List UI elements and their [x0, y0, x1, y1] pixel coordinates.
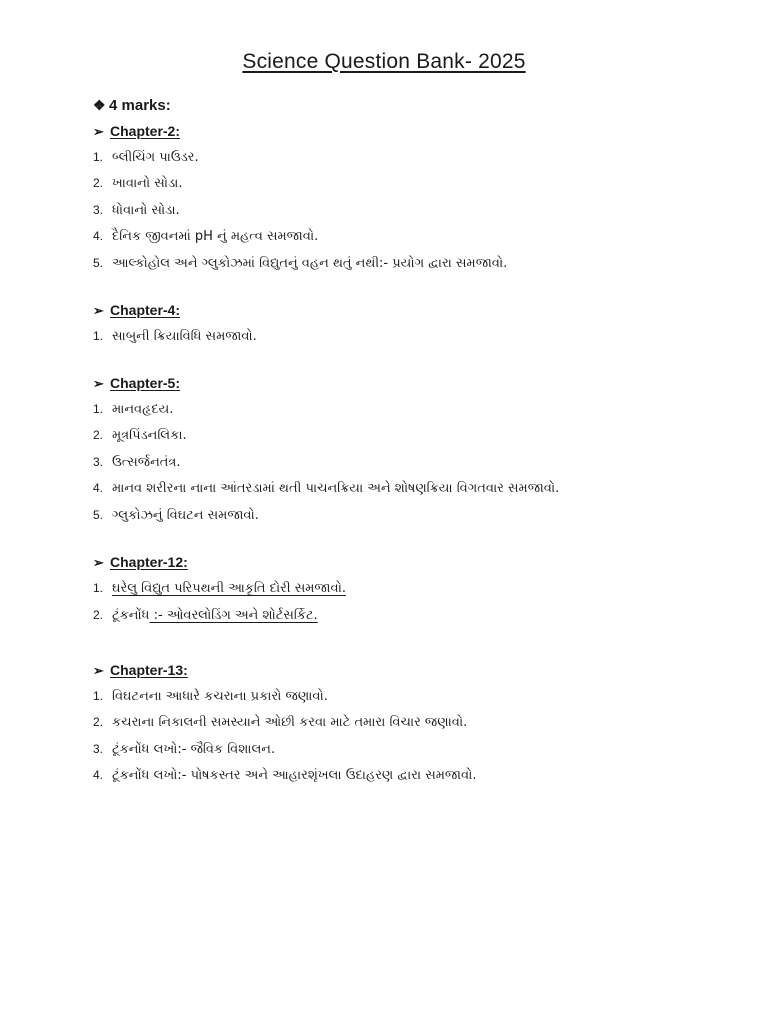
arrow-bullet-icon: ➢ — [93, 124, 104, 139]
item-text: ટૂંકનોંધ લખો:- પોષકસ્તર અને આહારશૃંખલા ઉદાહરણ દ્વારા સમજાવો. — [112, 768, 477, 783]
list-item — [93, 455, 181, 470]
chapter-heading — [93, 375, 180, 392]
item-number: 1. — [93, 689, 104, 703]
item-number: 4. — [93, 229, 104, 243]
arrow-bullet-icon: ➢ — [93, 555, 104, 570]
item-number: 5. — [93, 256, 104, 270]
item-text: ધોવાનો સોડા. — [112, 203, 180, 218]
list-item — [93, 689, 328, 704]
chapter-label: Chapter-12: — [110, 554, 188, 570]
item-text: બ્લીચિંગ પાઉડર. — [112, 150, 199, 165]
chapter-label: Chapter-4: — [110, 302, 181, 318]
list-item — [93, 150, 199, 165]
item-text: ટૂંકનોંધ — [112, 608, 150, 623]
marks-heading — [93, 97, 171, 114]
arrow-bullet-icon: ➢ — [93, 376, 104, 391]
item-number: 1. — [93, 402, 104, 416]
item-text-underlined: :- ઓવરલોડિંગ અને શોર્ટસર્કિટ. — [149, 608, 318, 623]
list-item — [93, 402, 173, 417]
chapter-label: Chapter-2: — [110, 123, 181, 139]
item-number: 4. — [93, 481, 104, 495]
item-text: ખાવાનો સોડા. — [112, 176, 183, 191]
item-number: 2. — [93, 608, 104, 622]
item-text: માનવ શરીરના નાના આંતરડામાં થતી પાચનક્રિયા અને શોષણક્રિયા વિગતવાર સમજાવો. — [112, 481, 560, 496]
list-item — [93, 229, 318, 244]
item-text: દૈનિક જીવનમાં pH નું મહત્વ સમજાવો. — [112, 229, 319, 244]
item-text: માનવહૃદય. — [112, 402, 174, 417]
item-number: 2. — [93, 715, 104, 729]
item-number: 1. — [93, 329, 104, 343]
list-item — [93, 715, 467, 730]
arrow-bullet-icon: ➢ — [93, 663, 104, 678]
list-item — [93, 508, 259, 523]
item-number: 1. — [93, 581, 104, 595]
item-number: 3. — [93, 742, 104, 756]
item-text: વિઘટનના આધારે કચરાના પ્રકારો જણાવો. — [112, 689, 328, 704]
item-text: મૂત્રપિંડનલિકા. — [112, 428, 187, 443]
item-text: ઉત્સર્જનતંત્ર. — [112, 455, 181, 470]
list-item — [93, 742, 275, 757]
list-item — [93, 203, 180, 218]
list-item — [93, 176, 182, 191]
list-item — [93, 329, 257, 344]
chapter-heading — [93, 123, 180, 140]
list-item — [93, 608, 318, 623]
item-number: 5. — [93, 508, 104, 522]
chapter-heading — [93, 662, 188, 679]
diamond-bullet-icon: ❖ — [93, 97, 106, 113]
page-title — [0, 50, 768, 74]
item-text: ઘરેલુ વિદ્યુત પરિપથની આકૃતિ દોરી સમજાવો. — [112, 581, 346, 596]
chapter-heading — [93, 554, 188, 571]
item-text: કચરાના નિકાલની સમસ્યાને ઓછી કરવા માટે તમારા વિચાર જણાવો. — [112, 715, 468, 730]
item-number: 2. — [93, 428, 104, 442]
list-item — [93, 428, 187, 443]
list-item — [93, 768, 476, 783]
item-text: ગ્લુકોઝનું વિઘટન સમજાવો. — [112, 508, 259, 523]
item-text: સાબુની ક્રિયાવિધિ સમજાવો. — [112, 329, 257, 344]
list-item — [93, 256, 507, 271]
list-item — [93, 581, 346, 596]
item-number: 3. — [93, 203, 104, 217]
item-number: 4. — [93, 768, 104, 782]
item-number: 2. — [93, 176, 104, 190]
marks-heading-label: 4 marks: — [109, 97, 171, 114]
item-text: ટૂંકનોંધ લખો:- જૈવિક વિશાલન. — [112, 742, 276, 757]
page-title-text: Science Question Bank- 2025 — [242, 50, 526, 73]
item-text: આલ્કોહોલ અને ગ્લુકોઝમાં વિદ્યુતનું વહન થતું નથી:- પ્રયોગ દ્વારા સમજાવો. — [112, 256, 508, 271]
arrow-bullet-icon: ➢ — [93, 303, 104, 318]
chapter-label: Chapter-13: — [110, 662, 188, 678]
item-number: 3. — [93, 455, 104, 469]
chapter-label: Chapter-5: — [110, 375, 181, 391]
list-item — [93, 481, 559, 496]
item-number: 1. — [93, 150, 104, 164]
chapter-heading — [93, 302, 180, 319]
